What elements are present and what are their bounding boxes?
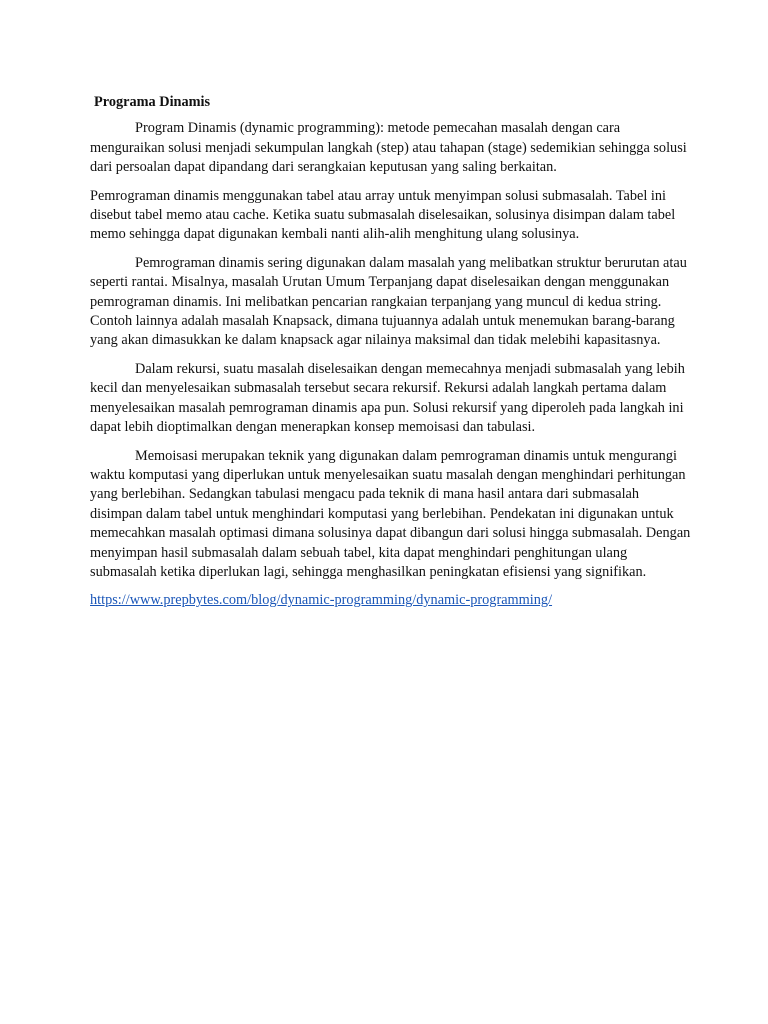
document-title: Programa Dinamis — [94, 94, 211, 110]
paragraph-memoization: Memoisasi merupakan teknik yang digunakan dalam pemrograman dinamis untuk mengurangi waktu komputasi yang diperlukan untuk menyelesaikan suatu masalah dengan menghindari perhitungan yang berlebihan. Sedangkan tabulasi mengacu pada teknik di mana hasil antara dari submasalah disimpan dalam tabel untuk menghindari komputasi yang berlebihan. Pendekatan ini digunakan untuk memecahkan masalah optimasi dimana solusinya dapat dibangun dari solusi hingga submasalah. Dengan menyimpan hasil submasalah dalam sebuah tabel, kita dapat menghindari penghitungan ulang submasalah ketika diperlukan lagi, sehingga menghasilkan peningkatan efisiensi yang signifikan. — [90, 447, 691, 580]
paragraph-recursion: Dalam rekursi, suatu masalah diselesaikan dengan memecahnya menjadi submasalah yang lebih kecil dan menyelesaikan submasalah tersebut secara rekursif. Rekursi adalah langkah pertama dalam menyelesaikan masalah pemrograman dinamis apa pun. Solusi rekursif yang diperoleh pada langkah ini dapat lebih dioptimalkan dengan menerapkan konsep memoisasi dan tabulasi. — [90, 360, 685, 436]
source-link[interactable]: https://www.prepbytes.com/blog/dynamic-programming/dynamic-programming/ — [90, 592, 553, 609]
paragraph-memo-table: Pemrograman dinamis menggunakan tabel atau array untuk menyimpan solusi submasalah. Tabel ini disebut tabel memo atau cache. Ketika suatu submasalah diselesaikan, solusinya disimpan dalam tabel memo sehingga dapat digunakan kembali nanti alih-alih menghitung ulang solusinya. — [90, 187, 676, 243]
source-link-paragraph — [90, 591, 695, 610]
document-body — [90, 93, 695, 620]
paragraph-definition: Program Dinamis (dynamic programming): metode pemecahan masalah dengan cara menguraikan solusi menjadi sekumpulan langkah (step) atau tahapan (stage) sedemikian sehingga solusi dari persoalan dapat dipandang dari serangkaian keputusan yang saling berkaitan. — [90, 120, 687, 176]
paragraph-sequential-structures: Pemrograman dinamis sering digunakan dalam masalah yang melibatkan struktur berurutan atau seperti rantai. Misalnya, masalah Urutan Umum Terpanjang dapat diselesaikan dengan menggunakan pemrograman dinamis. Ini melibatkan pencarian rangkaian terpanjang yang muncul di kedua string. Contoh lainnya adalah masalah Knapsack, dimana tujuannya adalah untuk menemukan barang-barang yang akan dimasukkan ke dalam knapsack agar nilainya maksimal dan tidak melebihi kapasitasnya. — [90, 254, 687, 349]
